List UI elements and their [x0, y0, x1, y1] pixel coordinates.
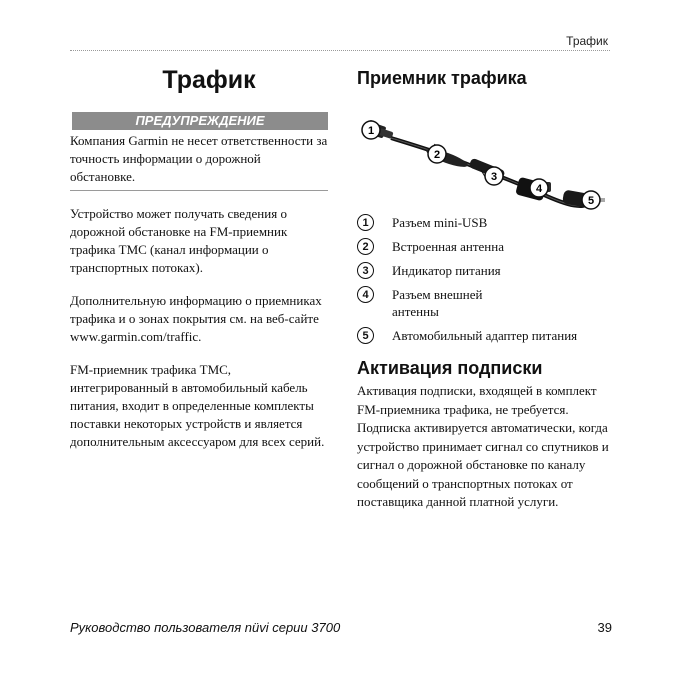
running-header: Трафик	[566, 34, 608, 48]
header-rule	[70, 50, 610, 51]
svg-text:4: 4	[535, 183, 543, 195]
footer-manual-title: Руководство пользователя nüvi серии 3700	[70, 620, 341, 635]
legend-number: 2	[357, 238, 374, 255]
legend-number: 5	[357, 327, 374, 344]
paragraph-more-info: Дополнительную информацию о приемниках трафика и о зонах покрытия см. на веб-сайте www.garmin.com/traffic.	[70, 293, 322, 344]
svg-text:3: 3	[490, 171, 498, 183]
svg-text:1: 1	[367, 125, 375, 137]
legend-number: 3	[357, 262, 374, 279]
legend-item	[357, 286, 613, 320]
legend-item	[357, 262, 613, 279]
paragraph-integrated-receiver: FM-приемник трафика TMC, интегрированный в автомобильный кабель питания, входит в определенные комплекты поставки некоторых устройств и является дополнительным аксессуаром для всех серий.	[70, 362, 325, 449]
callout-3	[485, 167, 503, 185]
legend-number: 4	[357, 286, 374, 303]
legend-item	[357, 214, 613, 231]
legend-label: Автомобильный адаптер питания	[392, 328, 578, 343]
legend-item	[357, 238, 613, 255]
page-title: Трафик	[162, 66, 256, 94]
activation-paragraph: Активация подписки, входящей в комплект FM-приемника трафика, не требуется. Подписка активируется автоматически, когда устройство принимает сигнал со спутников и сигнал о дорожной обстановке по каналу сообщений о транспортных потоках от поставщика данной платной услуги.	[357, 383, 609, 509]
callout-4	[530, 179, 548, 197]
warning-banner: ПРЕДУПРЕЖДЕНИЕ	[72, 112, 328, 130]
callout-5	[582, 191, 600, 209]
activation-section-title: Активация подписки	[357, 358, 543, 378]
diagram-legend	[357, 214, 613, 344]
legend-label: Встроенная антенна	[392, 239, 504, 254]
callout-1	[362, 121, 380, 139]
svg-text:5: 5	[587, 195, 595, 207]
legend-item	[357, 327, 613, 344]
callout-2	[428, 145, 446, 163]
svg-text:2: 2	[433, 149, 441, 161]
legend-label: Разъем внешней антенны	[392, 287, 483, 319]
warning-text: Компания Garmin не несет ответственности за точность информации о дорожной обстановке.	[70, 132, 328, 191]
legend-label: Разъем mini-USB	[392, 215, 488, 230]
left-column	[70, 62, 328, 451]
traffic-receiver-diagram	[357, 92, 613, 210]
paragraph-intro: Устройство может получать сведения о дорожной обстановке на FM-приемник трафика TMC (канал информации о транспортных потоках).	[70, 206, 288, 275]
legend-number: 1	[357, 214, 374, 231]
legend-label: Индикатор питания	[392, 263, 501, 278]
right-column	[357, 66, 613, 512]
page-number: 39	[597, 620, 612, 635]
receiver-section-title: Приемник трафика	[357, 68, 527, 88]
